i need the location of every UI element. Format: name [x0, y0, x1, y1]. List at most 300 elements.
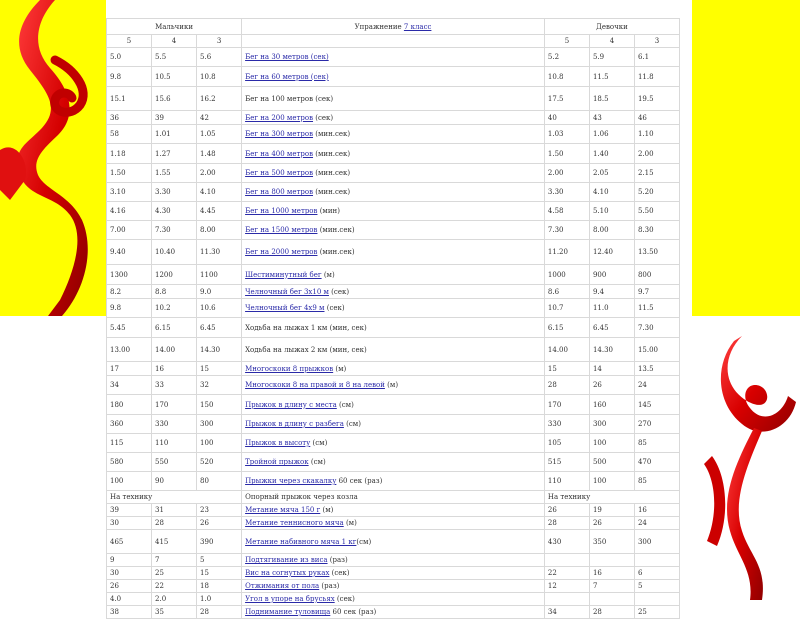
standards-table-container	[106, 0, 692, 616]
boys-value-cell: 300	[197, 415, 242, 434]
boys-value-cell: 26	[107, 580, 152, 593]
exercise-link[interactable]: Прыжки через скакалку	[245, 477, 337, 485]
boys-value-cell: 3.10	[107, 183, 152, 202]
table-row	[107, 183, 680, 202]
boys-value-cell: 38	[107, 606, 152, 619]
girls-value-cell	[589, 593, 634, 606]
table-row	[107, 125, 680, 144]
boys-value-cell: 4.30	[152, 202, 197, 221]
exercise-header-label: Упражнение	[354, 22, 402, 31]
boys-value-cell: 36	[107, 111, 152, 125]
exercise-link[interactable]: Многоскоки 8 на правой и 8 на левой	[245, 381, 385, 389]
girls-value-cell: 34	[544, 606, 589, 619]
boys-value-cell: 3.30	[152, 183, 197, 202]
boys-value-cell: 9.8	[107, 67, 152, 87]
boys-value-cell: 550	[152, 453, 197, 472]
girls-value-cell	[634, 593, 679, 606]
exercise-link[interactable]: Челночный бег 3х10 м	[245, 287, 329, 296]
girls-value-cell: 43	[589, 111, 634, 125]
exercise-cell	[242, 362, 545, 376]
girls-header: Девочки	[544, 19, 679, 35]
table-row	[107, 67, 680, 87]
girls-value-cell: 28	[589, 606, 634, 619]
boys-value-cell: 32	[197, 376, 242, 395]
girls-value-cell: 300	[634, 530, 679, 554]
exercise-unit: (см)	[308, 458, 326, 466]
table-row	[107, 504, 680, 517]
boys-value-cell: 415	[152, 530, 197, 554]
girls-value-cell	[634, 554, 679, 567]
girls-value-cell: 145	[634, 395, 679, 415]
table-row	[107, 530, 680, 554]
exercise-unit: 60 сек (раз)	[330, 608, 377, 616]
girls-value-cell: 10.8	[544, 67, 589, 87]
girls-value-cell	[544, 593, 589, 606]
girls-value-cell: 7	[589, 580, 634, 593]
boys-value-cell: 5.45	[107, 318, 152, 338]
exercise-cell	[242, 376, 545, 395]
boys-value-cell: 1.0	[197, 593, 242, 606]
table-row	[107, 376, 680, 395]
exercise-cell	[242, 125, 545, 144]
exercise-unit: (сек)	[329, 569, 350, 577]
girls-value-cell: 300	[589, 415, 634, 434]
boys-value-cell: 10.8	[197, 67, 242, 87]
exercise-cell	[242, 338, 545, 362]
exercise-link[interactable]: Тройной прыжок	[245, 458, 309, 466]
girls-value-cell: 16	[589, 567, 634, 580]
girls-value-cell: 6.45	[589, 318, 634, 338]
boys-value-cell: 1.18	[107, 144, 152, 164]
exercise-cell	[242, 202, 545, 221]
girls-value-cell: 11.8	[634, 67, 679, 87]
technique-label-girls: На технику	[544, 491, 679, 504]
boys-value-cell: 5.6	[197, 48, 242, 67]
exercise-link[interactable]: Бег на 500 метров	[245, 169, 314, 177]
girls-value-cell: 19.5	[634, 87, 679, 111]
girls-value-cell: 105	[544, 434, 589, 453]
exercise-link[interactable]: Бег на 300 метров	[245, 130, 314, 138]
boys-value-cell: 16.2	[197, 87, 242, 111]
girls-value-cell: 24	[634, 517, 679, 530]
exercise-cell	[242, 554, 545, 567]
exercise-cell	[242, 606, 545, 619]
boys-value-cell: 18	[197, 580, 242, 593]
girls-value-cell: 7.30	[544, 221, 589, 240]
girls-value-cell: 1.50	[544, 144, 589, 164]
boys-value-cell: 13.00	[107, 338, 152, 362]
girls-value-cell: 100	[589, 472, 634, 491]
girls-value-cell: 14.30	[589, 338, 634, 362]
exercise-link[interactable]: Бег на 800 метров	[245, 188, 314, 196]
boys-value-cell: 1.27	[152, 144, 197, 164]
exercise-cell	[242, 504, 545, 517]
table-row	[107, 164, 680, 183]
exercise-link[interactable]: Метание мяча 150 г	[245, 506, 321, 514]
boys-value-cell: 80	[197, 472, 242, 491]
table-row	[107, 87, 680, 111]
girls-value-cell: 18.5	[589, 87, 634, 111]
exercise-cell	[242, 299, 545, 318]
boys-value-cell: 1300	[107, 265, 152, 285]
exercise-cell	[242, 530, 545, 554]
exercise-text: Бег на 100 метров (сек)	[245, 94, 334, 103]
exercise-link[interactable]: Бег на 30 метров (сек)	[245, 53, 329, 61]
boys-value-cell: 1.50	[107, 164, 152, 183]
exercise-cell	[242, 265, 545, 285]
exercise-unit: (см)	[336, 400, 354, 409]
boys-value-cell: 1.48	[197, 144, 242, 164]
table-row	[107, 285, 680, 299]
exercise-unit: 60 сек (раз)	[336, 477, 383, 485]
boys-value-cell: 30	[107, 517, 152, 530]
exercise-unit: (сек)	[334, 595, 355, 603]
exercise-link[interactable]: Поднимание туловища	[245, 608, 331, 616]
boys-header: Мальчики	[107, 19, 242, 35]
girls-value-cell: 14	[589, 362, 634, 376]
exercise-cell	[242, 593, 545, 606]
exercise-link[interactable]: Прыжок в длину с места	[245, 400, 337, 409]
boys-value-cell: 17	[107, 362, 152, 376]
table-row	[107, 491, 680, 504]
girls-value-cell: 28	[544, 517, 589, 530]
boys-value-cell: 30	[107, 567, 152, 580]
girls-value-cell: 470	[634, 453, 679, 472]
boys-value-cell: 8.8	[152, 285, 197, 299]
table-row	[107, 111, 680, 125]
girls-value-cell: 4.10	[589, 183, 634, 202]
boys-grade-4: 4	[152, 35, 197, 48]
boys-value-cell: 8.00	[197, 221, 242, 240]
girls-value-cell: 13.50	[634, 240, 679, 265]
girls-value-cell: 5.2	[544, 48, 589, 67]
boys-value-cell: 520	[197, 453, 242, 472]
girls-value-cell: 2.05	[589, 164, 634, 183]
exercise-cell	[242, 164, 545, 183]
boys-value-cell: 5.0	[107, 48, 152, 67]
girls-value-cell: 1000	[544, 265, 589, 285]
boys-value-cell: 35	[152, 606, 197, 619]
boys-value-cell: 115	[107, 434, 152, 453]
exercise-unit: (см)	[310, 439, 328, 447]
boys-value-cell: 6.15	[152, 318, 197, 338]
table-row	[107, 48, 680, 67]
girls-value-cell: 6.15	[544, 318, 589, 338]
boys-value-cell: 9.40	[107, 240, 152, 265]
exercise-unit: (мин.сек)	[313, 169, 351, 177]
table-row	[107, 318, 680, 338]
girls-value-cell: 430	[544, 530, 589, 554]
table-row	[107, 240, 680, 265]
standards-table	[106, 18, 680, 619]
boys-value-cell: 15.6	[152, 87, 197, 111]
exercise-unit: (м)	[321, 270, 335, 279]
boys-value-cell: 10.5	[152, 67, 197, 87]
girls-value-cell: 350	[589, 530, 634, 554]
exercise-unit: (м)	[343, 519, 357, 527]
exercise-cell	[242, 67, 545, 87]
girls-value-cell: 1.40	[589, 144, 634, 164]
exercise-link[interactable]: Угол в упоре на брусьях	[245, 595, 335, 603]
boys-value-cell: 4.0	[107, 593, 152, 606]
girls-value-cell: 15.00	[634, 338, 679, 362]
table-row	[107, 606, 680, 619]
exercise-cell	[242, 221, 545, 240]
exercise-link[interactable]: Многоскоки 8 прыжков	[245, 364, 334, 373]
exercise-cell	[242, 415, 545, 434]
exercise-cell	[242, 434, 545, 453]
girls-value-cell: 9.7	[634, 285, 679, 299]
girls-value-cell: 13.5	[634, 362, 679, 376]
boys-value-cell: 150	[197, 395, 242, 415]
girls-value-cell: 1.03	[544, 125, 589, 144]
exercise-link[interactable]: Вис на согнутых руках	[245, 569, 330, 577]
boys-value-cell: 390	[197, 530, 242, 554]
boys-value-cell: 360	[107, 415, 152, 434]
boys-value-cell: 5	[197, 554, 242, 567]
girls-grade-3: 3	[634, 35, 679, 48]
exercise-link[interactable]: Бег на 60 метров (сек)	[245, 72, 329, 81]
boys-value-cell: 10.6	[197, 299, 242, 318]
boys-value-cell: 4.45	[197, 202, 242, 221]
exercise-link[interactable]: Подтягивание из виса	[245, 556, 328, 564]
exercise-link[interactable]: Бег на 1000 метров	[245, 207, 318, 215]
boys-value-cell: 10.2	[152, 299, 197, 318]
exercise-unit: (сек)	[328, 287, 350, 296]
boys-value-cell: 42	[197, 111, 242, 125]
girls-value-cell: 15	[544, 362, 589, 376]
table-row	[107, 144, 680, 164]
exercise-cell	[242, 517, 545, 530]
table-row	[107, 395, 680, 415]
exercise-unit: (м)	[333, 364, 347, 373]
exercise-link[interactable]: Метание теннисного мяча	[245, 519, 344, 527]
exercise-cell	[242, 580, 545, 593]
exercise-cell	[242, 48, 545, 67]
exercise-cell	[242, 183, 545, 202]
boys-value-cell: 7	[152, 554, 197, 567]
exercise-unit: (м)	[384, 381, 399, 389]
boys-value-cell: 100	[197, 434, 242, 453]
girls-value-cell	[589, 554, 634, 567]
boys-value-cell: 2.0	[152, 593, 197, 606]
grade-link[interactable]: 7 класс	[403, 22, 432, 31]
girls-value-cell: 11.20	[544, 240, 589, 265]
girls-value-cell: 1.06	[589, 125, 634, 144]
girls-value-cell	[544, 554, 589, 567]
exercise-link[interactable]: Шестиминутный бег	[245, 270, 322, 279]
exercise-unit: (раз)	[319, 582, 340, 590]
girls-value-cell: 46	[634, 111, 679, 125]
boys-value-cell: 4.10	[197, 183, 242, 202]
girls-value-cell: 26	[589, 376, 634, 395]
table-row	[107, 580, 680, 593]
boys-value-cell: 100	[107, 472, 152, 491]
boys-value-cell: 580	[107, 453, 152, 472]
girls-value-cell: 7.30	[634, 318, 679, 338]
exercise-cell	[242, 567, 545, 580]
table-row	[107, 434, 680, 453]
girls-value-cell: 800	[634, 265, 679, 285]
boys-value-cell: 39	[107, 504, 152, 517]
girls-value-cell: 900	[589, 265, 634, 285]
exercise-link[interactable]: Бег на 2000 метров	[245, 248, 318, 256]
boys-value-cell: 1.01	[152, 125, 197, 144]
exercise-link[interactable]: Бег на 1500 метров	[245, 226, 318, 234]
girls-value-cell: 24	[634, 376, 679, 395]
boys-value-cell: 39	[152, 111, 197, 125]
girls-value-cell: 12.40	[589, 240, 634, 265]
exercise-link[interactable]: Бег на 200 метров	[245, 113, 314, 122]
girls-value-cell: 26	[589, 517, 634, 530]
exercise-text: Ходьба на лыжах 1 км (мин, сек)	[245, 323, 367, 332]
table-row	[107, 299, 680, 318]
girls-value-cell: 19	[589, 504, 634, 517]
girls-value-cell: 14.00	[544, 338, 589, 362]
boys-value-cell: 1100	[197, 265, 242, 285]
table-row	[107, 567, 680, 580]
girls-value-cell: 85	[634, 472, 679, 491]
boys-value-cell: 28	[197, 606, 242, 619]
boys-value-cell: 9.0	[197, 285, 242, 299]
boys-value-cell: 16	[152, 362, 197, 376]
exercise-cell	[242, 285, 545, 299]
exercise-link[interactable]: Прыжок в длину с разбега	[245, 420, 344, 428]
boys-value-cell: 34	[107, 376, 152, 395]
boys-value-cell: 180	[107, 395, 152, 415]
table-row	[107, 415, 680, 434]
exercise-cell	[242, 240, 545, 265]
boys-value-cell: 7.30	[152, 221, 197, 240]
exercise-link[interactable]: Челночный бег 4х9 м	[245, 304, 325, 312]
girls-value-cell: 28	[544, 376, 589, 395]
standards-table-body	[107, 48, 680, 619]
table-row	[107, 517, 680, 530]
girls-value-cell: 6.1	[634, 48, 679, 67]
girls-value-cell: 16	[634, 504, 679, 517]
boys-value-cell: 170	[152, 395, 197, 415]
girls-value-cell: 40	[544, 111, 589, 125]
girls-value-cell: 5.10	[589, 202, 634, 221]
boys-value-cell: 4.16	[107, 202, 152, 221]
boys-value-cell: 28	[152, 517, 197, 530]
boys-value-cell: 58	[107, 125, 152, 144]
girls-value-cell: 1.10	[634, 125, 679, 144]
boys-value-cell: 15	[197, 362, 242, 376]
exercise-cell: Опорный прыжок через козла	[242, 491, 545, 504]
exercise-cell	[242, 318, 545, 338]
exercise-link[interactable]: Бег на 400 метров	[245, 149, 314, 158]
table-row	[107, 593, 680, 606]
exercise-unit: (раз)	[327, 556, 348, 564]
boys-value-cell: 23	[197, 504, 242, 517]
exercise-unit: (см)	[343, 420, 361, 428]
boys-value-cell: 1.05	[197, 125, 242, 144]
exercise-unit: (сек)	[313, 113, 334, 122]
boys-value-cell: 110	[152, 434, 197, 453]
exercise-unit: (мин)	[317, 207, 340, 215]
exercise-cell	[242, 111, 545, 125]
girls-value-cell: 3.30	[544, 183, 589, 202]
table-row	[107, 265, 680, 285]
girls-value-cell: 6	[634, 567, 679, 580]
exercise-unit: (мин.сек)	[313, 188, 351, 196]
boys-value-cell: 1200	[152, 265, 197, 285]
girls-value-cell: 25	[634, 606, 679, 619]
girls-value-cell: 8.30	[634, 221, 679, 240]
girls-value-cell: 10.7	[544, 299, 589, 318]
table-row	[107, 554, 680, 567]
exercise-cell	[242, 453, 545, 472]
boys-value-cell: 1.55	[152, 164, 197, 183]
boys-value-cell: 14.30	[197, 338, 242, 362]
table-row	[107, 338, 680, 362]
girls-value-cell: 26	[544, 504, 589, 517]
red-ribbon-left-decoration	[0, 0, 106, 316]
boys-value-cell: 9	[107, 554, 152, 567]
girls-value-cell: 2.00	[544, 164, 589, 183]
boys-value-cell: 8.2	[107, 285, 152, 299]
boys-value-cell: 6.45	[197, 318, 242, 338]
boys-value-cell: 15.1	[107, 87, 152, 111]
girls-value-cell: 11.5	[634, 299, 679, 318]
girls-value-cell: 270	[634, 415, 679, 434]
boys-value-cell: 11.30	[197, 240, 242, 265]
exercise-link[interactable]: Метание набивного мяча 1 кг	[245, 537, 357, 546]
table-row	[107, 221, 680, 240]
exercise-link[interactable]: Отжимания от пола	[245, 582, 320, 590]
girls-value-cell: 11.5	[589, 67, 634, 87]
exercise-unit: (см)	[356, 537, 372, 546]
boys-value-cell: 33	[152, 376, 197, 395]
girls-value-cell: 500	[589, 453, 634, 472]
girls-value-cell: 170	[544, 395, 589, 415]
girls-value-cell: 8.6	[544, 285, 589, 299]
girls-value-cell: 22	[544, 567, 589, 580]
girls-value-cell: 5.9	[589, 48, 634, 67]
boys-value-cell: 10.40	[152, 240, 197, 265]
girls-value-cell: 5.20	[634, 183, 679, 202]
exercise-text: Ходьба на лыжах 2 км (мин, сек)	[245, 345, 367, 354]
technique-label-boys: На технику	[107, 491, 242, 504]
boys-value-cell: 31	[152, 504, 197, 517]
table-row	[107, 362, 680, 376]
boys-value-cell: 22	[152, 580, 197, 593]
boys-grade-5: 5	[107, 35, 152, 48]
girls-value-cell: 160	[589, 395, 634, 415]
exercise-cell	[242, 472, 545, 491]
girls-value-cell: 85	[634, 434, 679, 453]
boys-value-cell: 7.00	[107, 221, 152, 240]
boys-value-cell: 14.00	[152, 338, 197, 362]
boys-value-cell: 9.8	[107, 299, 152, 318]
girls-value-cell: 2.15	[634, 164, 679, 183]
girls-grade-5: 5	[544, 35, 589, 48]
exercise-cell	[242, 87, 545, 111]
boys-value-cell: 15	[197, 567, 242, 580]
boys-value-cell: 26	[197, 517, 242, 530]
girls-value-cell: 11.0	[589, 299, 634, 318]
girls-value-cell: 12	[544, 580, 589, 593]
exercise-cell	[242, 395, 545, 415]
exercise-link[interactable]: Прыжок в высоту	[245, 439, 311, 447]
girls-value-cell: 17.5	[544, 87, 589, 111]
girls-value-cell: 330	[544, 415, 589, 434]
exercise-unit: (мин.сек)	[313, 130, 351, 138]
girls-value-cell: 2.00	[634, 144, 679, 164]
boys-value-cell: 90	[152, 472, 197, 491]
girls-value-cell: 8.00	[589, 221, 634, 240]
